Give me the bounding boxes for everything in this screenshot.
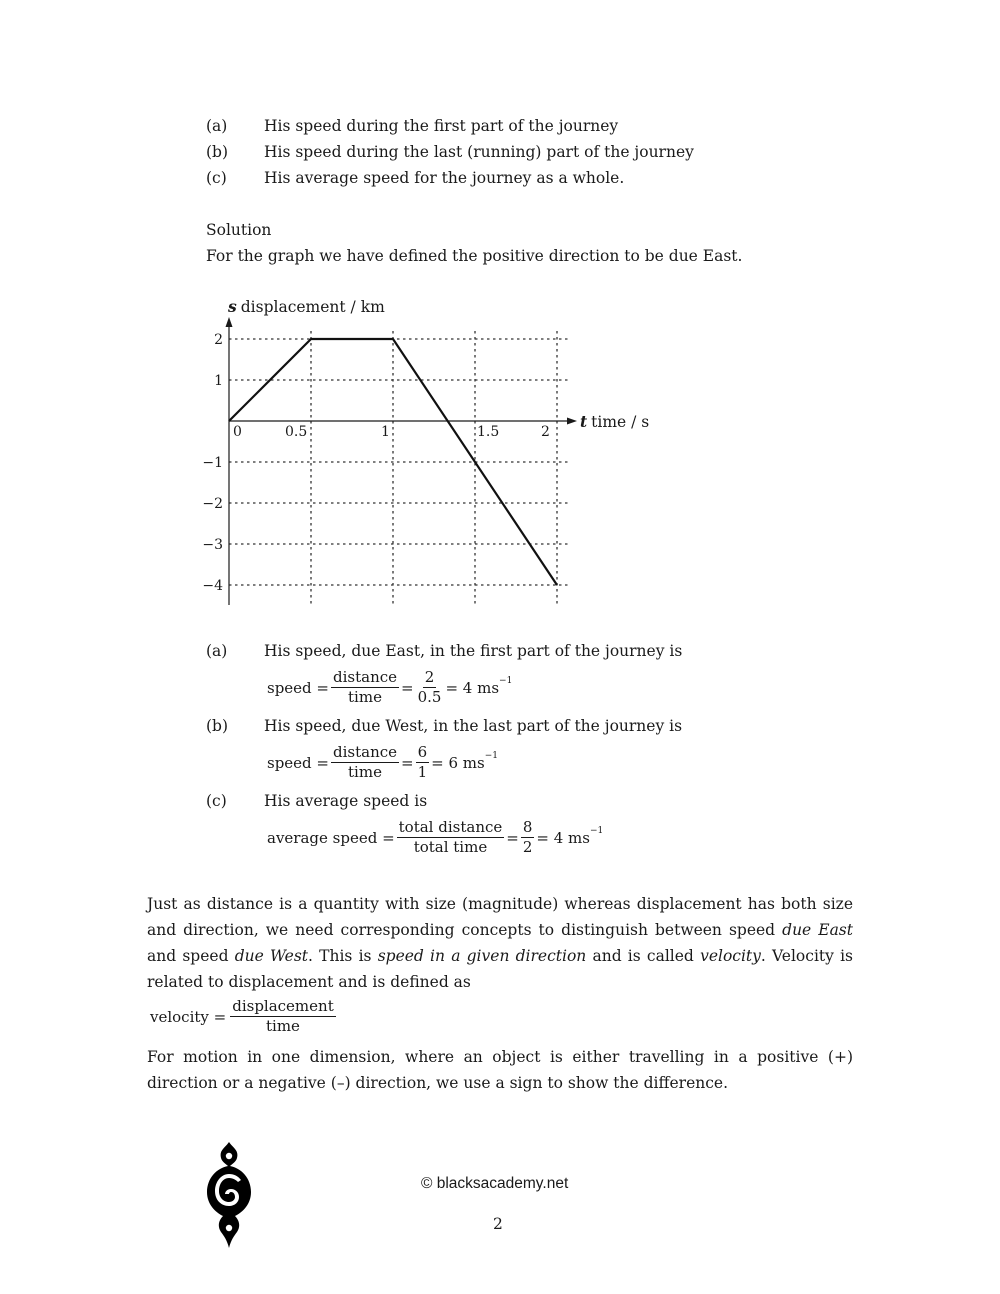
- x-tick-label: 1: [381, 424, 390, 440]
- page-number: 2: [493, 1215, 503, 1233]
- y-tick-label: 2: [214, 332, 223, 348]
- fraction-values: [521, 818, 535, 857]
- fraction-distance-time: [331, 668, 399, 707]
- average-speed-equation: [267, 818, 603, 857]
- displacement-time-graph: [0, 0, 1000, 640]
- ornament-logo-icon: [203, 1140, 255, 1250]
- fraction-numerator: displacement: [232, 997, 334, 1015]
- equals-sign: =: [506, 828, 519, 847]
- unit-exponent: −1: [589, 825, 604, 836]
- emphasis-speed-direction: speed in a given direction: [377, 947, 587, 965]
- question-label: (a): [206, 117, 228, 135]
- answer-text: His speed, due East, in the first part of the journey is: [264, 642, 683, 660]
- copyright-text: © blacksacademy.net: [421, 1175, 569, 1192]
- y-axis-text: displacement / km: [240, 298, 385, 316]
- fraction-numerator: 8: [522, 818, 533, 836]
- fraction-denominator: 2: [522, 838, 533, 856]
- paragraph-text: Just as distance is a quantity with size (magnitude) whereas displacement has both size and direction, we need corresponding concepts to distinguish between speed: [147, 895, 853, 939]
- equation-result: = 4 ms: [445, 678, 500, 697]
- x-axis-label: [580, 412, 649, 431]
- answer-label: (c): [206, 792, 227, 810]
- fraction-denominator: time: [348, 688, 382, 706]
- paragraph-text: . This is: [308, 947, 378, 965]
- x-axis-arrow-icon: [567, 418, 577, 425]
- solution-heading: Solution: [206, 221, 272, 239]
- fraction-denominator: time: [348, 763, 382, 781]
- fraction-displacement-time: [230, 997, 336, 1036]
- x-tick-label: 0.5: [285, 424, 308, 440]
- answer-label: (b): [206, 717, 229, 735]
- origin-label: 0: [233, 424, 242, 440]
- answer-text: His speed, due West, in the last part of the journey is: [264, 717, 683, 735]
- solution-intro: For the graph we have defined the positive direction to be due East.: [206, 247, 743, 265]
- unit-exponent: −1: [499, 675, 513, 686]
- answer-text: His average speed is: [264, 792, 428, 810]
- fraction-numerator: distance: [333, 743, 398, 761]
- y-tick-label: 1: [214, 373, 223, 389]
- y-axis-arrow-icon: [226, 317, 233, 327]
- x-axis-variable: t: [580, 412, 588, 431]
- equation-result: = 6 ms: [431, 753, 485, 772]
- equation-lhs: speed =: [267, 678, 329, 697]
- fraction-distance-time: [331, 743, 399, 782]
- speed-equation-b: [267, 743, 498, 782]
- x-tick-label: 1.5: [477, 424, 500, 440]
- question-label: (c): [206, 169, 227, 187]
- fraction-denominator: 1: [417, 763, 428, 781]
- fraction-total-distance-time: [397, 818, 505, 857]
- y-tick-label: −2: [202, 496, 223, 512]
- paragraph-text: . Velocity is related to displacement and is defined as: [147, 947, 854, 991]
- emphasis-due-west: due West: [234, 947, 309, 965]
- grid-lines: [229, 331, 569, 605]
- y-axis-label: [228, 297, 385, 316]
- equation-lhs: velocity =: [150, 1007, 227, 1026]
- velocity-equation: [150, 997, 338, 1036]
- emphasis-due-east: due East: [782, 921, 853, 939]
- question-text: His speed during the first part of the journey: [264, 117, 619, 135]
- question-text: His speed during the last (running) part of the journey: [264, 143, 694, 161]
- y-tick-label: −4: [202, 578, 223, 594]
- answer-label: (a): [206, 642, 228, 660]
- question-label: (b): [206, 143, 229, 161]
- y-tick-label: −1: [202, 455, 223, 471]
- fraction-numerator: distance: [333, 668, 398, 686]
- y-axis-variable: s: [228, 297, 237, 316]
- x-axis-text: time / s: [591, 413, 650, 431]
- y-tick-label: −3: [202, 537, 223, 553]
- emphasis-velocity: velocity: [700, 947, 761, 965]
- unit-exponent: −1: [484, 750, 498, 761]
- tick-labels: [202, 332, 550, 594]
- paragraph-text: and is called: [586, 947, 701, 965]
- fraction-numerator: total distance: [398, 818, 503, 836]
- fraction-numerator: 6: [417, 743, 428, 761]
- fraction-denominator: 0.5: [417, 688, 442, 706]
- fraction-numerator: 2: [424, 668, 435, 686]
- x-tick-label: 2: [541, 424, 550, 440]
- fraction-values: [416, 743, 430, 782]
- paragraph-text: and speed: [147, 947, 235, 965]
- equation-result: = 4 ms: [536, 828, 590, 847]
- velocity-paragraph: [147, 891, 853, 995]
- equals-sign: =: [401, 753, 414, 772]
- fraction-denominator: time: [266, 1017, 300, 1035]
- equation-lhs: speed =: [267, 753, 329, 772]
- axes: [226, 317, 578, 605]
- sign-paragraph: For motion in one dimension, where an object is either travelling in a positive (+) direction or a negative (–) direction, we use a sign to show the difference.: [147, 1048, 853, 1092]
- equals-sign: =: [401, 678, 414, 697]
- equation-lhs: average speed =: [267, 828, 395, 847]
- fraction-denominator: total time: [413, 838, 488, 856]
- fraction-values: [416, 668, 444, 707]
- speed-equation-a: [267, 668, 512, 707]
- question-text: His average speed for the journey as a whole.: [264, 169, 625, 187]
